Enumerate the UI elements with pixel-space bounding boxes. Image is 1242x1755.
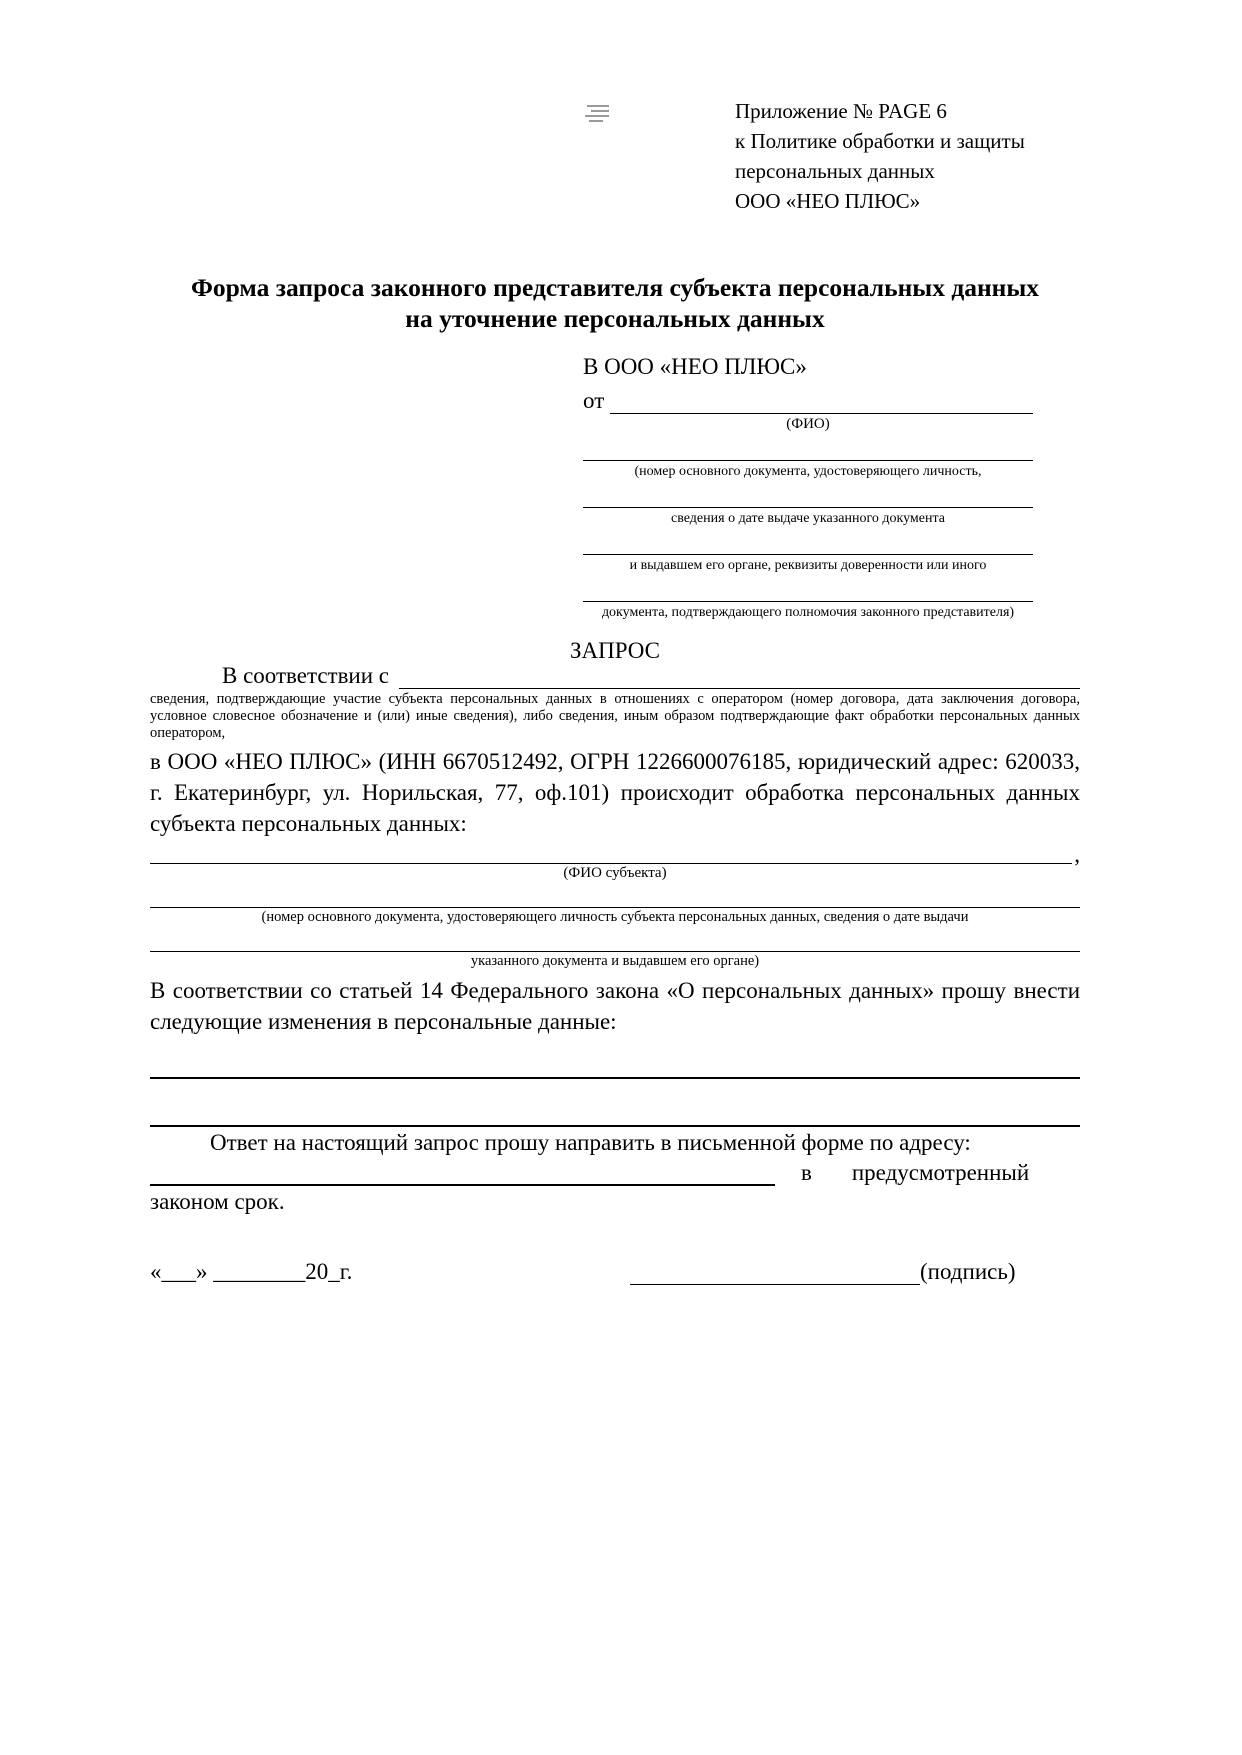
changes-input-line-1[interactable] — [150, 1051, 1080, 1079]
answer-address-row — [150, 1160, 1080, 1186]
caption-doc-number: (номер основного документа, удостоверяющего личность, — [634, 464, 982, 479]
signature-row — [150, 1259, 1080, 1285]
addressee-company: В ООО «НЕО ПЛЮС» — [583, 354, 807, 379]
watermark-lines-icon — [583, 105, 609, 127]
from-label: от — [583, 388, 605, 413]
page-title-line-1: Форма запроса законного представителя субъекта персональных данных — [190, 273, 1040, 302]
answer-request-text: Ответ на настоящий запрос прошу направить в письменной форме по адресу: — [210, 1130, 971, 1155]
header-line-4: ООО «НЕО ПЛЮС» — [735, 189, 921, 213]
doc-organ-input-line[interactable] — [583, 528, 1033, 555]
page-title-line-2: на уточнение персональных данных — [405, 304, 825, 333]
answer-word-term: предусмотренный — [851, 1160, 1030, 1185]
request-heading: ЗАПРОС — [569, 638, 661, 663]
answer-word-v: в — [801, 1160, 812, 1185]
addressee-block — [583, 352, 1033, 622]
from-row — [583, 388, 1033, 414]
signature-input-line[interactable] — [630, 1262, 920, 1285]
date-line[interactable]: «___» ________20_г. — [150, 1259, 353, 1284]
caption-subject-fio: (ФИО субъекта) — [563, 865, 667, 881]
header-line-1: Приложение № PAGE 6 — [735, 99, 947, 123]
law-paragraph: В соответствии со статьей 14 Федерального закона «О персональных данных» прошу внести следующие изменения в персональные данные: — [150, 978, 1080, 1034]
subject-doc-input-line[interactable] — [150, 883, 1080, 908]
doc-number-input-line[interactable] — [583, 434, 1033, 461]
caption-fio: (ФИО) — [786, 416, 830, 432]
page-title — [150, 272, 1080, 334]
answer-tail: законом срок. — [150, 1189, 285, 1214]
doc-power-input-line[interactable] — [583, 575, 1033, 602]
header-line-2: к Политике обработки и защиты — [735, 129, 1025, 153]
subject-fio-comma: , — [1074, 842, 1080, 867]
changes-input-line-2[interactable] — [150, 1099, 1080, 1127]
subject-fio-input-line[interactable] — [150, 839, 1072, 864]
in-accordance-row — [150, 663, 1080, 689]
request-body — [150, 663, 1080, 1285]
header-text-block — [735, 96, 1205, 216]
fineprint-note: сведения, подтверждающие участие субъекта персональных данных в отношениях с оператором (номер договора, дата заключения договора, условное словесное обозначение и (или) иные сведения), либо сведения, иным образом подтверждающие факт обработки персональных данных оператором, — [150, 691, 1080, 741]
answer-address-input-line[interactable] — [150, 1160, 775, 1186]
operator-paragraph: в ООО «НЕО ПЛЮС» (ИНН 6670512492, ОГРН 1226600076185, юридический адрес: 620033, г. Екатеринбург, ул. Норильская, 77, оф.101) происходит обработка персональных данных субъекта персональных данных: — [150, 749, 1080, 836]
caption-doc-power: документа, подтверждающего полномочия законного представителя) — [601, 605, 1015, 620]
subject-doc-organ-input-line[interactable] — [150, 927, 1080, 952]
caption-subject-doc2: указанного документа и выдавшем его органе) — [470, 953, 760, 969]
in-accordance-input-line[interactable] — [399, 669, 1080, 689]
caption-subject-doc: (номер основного документа, удостоверяющего личность субъекта персональных данных, сведения о дате выдачи — [261, 909, 969, 925]
caption-doc-organ: и выдавшем его органе, реквизиты доверенности или иного — [629, 558, 987, 573]
doc-date-input-line[interactable] — [583, 481, 1033, 508]
subject-fio-row — [150, 839, 1080, 867]
signature-caption: (подпись) — [920, 1259, 1016, 1284]
header-line-3: персональных данных — [735, 159, 935, 183]
fio-input-line[interactable] — [610, 394, 1033, 414]
caption-doc-date: сведения о дате выдаче указанного документа — [671, 511, 945, 526]
in-accordance-label: В соответствии с — [222, 663, 390, 688]
